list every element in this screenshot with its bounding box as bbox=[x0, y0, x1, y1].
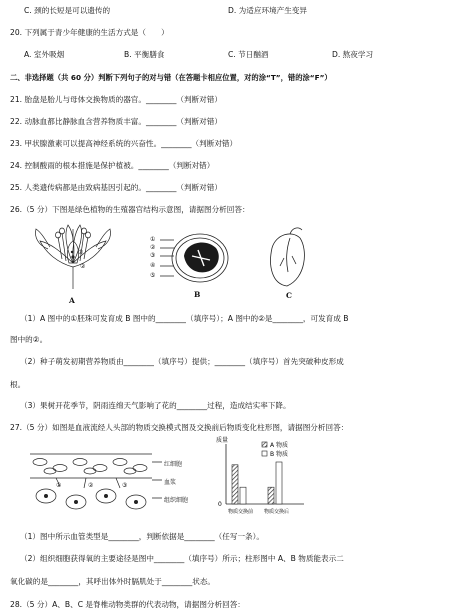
bar-b-1 bbox=[276, 462, 282, 504]
question-26-2: （2）种子萌发初期营养物质由________（填序号）提供；________（填序号）首先突破种皮形成 bbox=[20, 357, 344, 366]
option-20b: B. 平衡膳食 bbox=[124, 50, 165, 59]
question-26-2-cont: 根。 bbox=[10, 380, 26, 389]
question-26-1-cont: 图中的②。 bbox=[10, 335, 48, 344]
seed-diagram bbox=[140, 226, 240, 286]
option-19d: D. 为适应环境产生变异 bbox=[228, 6, 308, 15]
y-axis-title: 质量 bbox=[216, 437, 229, 444]
legend-swatch-0 bbox=[262, 442, 267, 447]
legend-label-1: B 物质 bbox=[270, 451, 289, 458]
mark-a-1: ① bbox=[78, 249, 84, 256]
capillary-diagram bbox=[26, 440, 196, 520]
bar-b-0 bbox=[240, 487, 246, 504]
legend-label-0: A 物质 bbox=[270, 442, 289, 449]
chart-canvas bbox=[212, 436, 308, 522]
option-20c: C. 节日酗酒 bbox=[228, 50, 269, 59]
flower-diagram bbox=[28, 219, 118, 294]
label-plasma: 血浆 bbox=[164, 479, 177, 486]
category-label: 物质交换后 bbox=[264, 509, 290, 515]
mark-b-2: ② bbox=[150, 244, 156, 251]
option-19c: C. 颈的长短是可以遗传的 bbox=[24, 6, 111, 15]
origin-label: 0 bbox=[218, 501, 222, 508]
option-20d: D. 熬夜学习 bbox=[332, 50, 374, 59]
label-red-cell: 红细胞 bbox=[164, 461, 183, 468]
question-27-2: （2）组织细胞获得氧的主要途径是图中________（填序号）所示；柱形图中 A、B 物质能表示二 bbox=[20, 554, 344, 563]
section-heading: 二、非选择题（共 60 分）判断下列句子的对与错（在答题卡相应位置，对的涂“T”，错的涂“F”） bbox=[10, 73, 332, 82]
question-27-2-cont: 氧化碳的是________，其呼出体外时膈肌处于________状态。 bbox=[10, 577, 216, 586]
figure-label-b: B bbox=[194, 290, 201, 299]
question-27-1: （1）图中所示血管类型是________，判断依据是________（任写一条）。 bbox=[20, 532, 265, 541]
category-label: 物质交换前 bbox=[228, 509, 254, 515]
figure-label-c: C bbox=[286, 291, 292, 300]
question-25: 25. 人类遗传病都是由致病基因引起的。________（判断对错） bbox=[10, 183, 222, 192]
question-22: 22. 动脉血都比静脉血含营养物质丰富。________（判断对错） bbox=[10, 117, 222, 126]
option-20a: A. 室外吸烟 bbox=[24, 50, 65, 59]
question-26-1: （1）A 图中的①胚珠可发育成 B 图中的________（填序号）；A 图中的②是________，可发育成 B bbox=[20, 314, 349, 323]
sprout-diagram bbox=[262, 226, 312, 288]
bar-a-0 bbox=[232, 465, 238, 504]
question-23: 23. 甲状腺激素可以提高神经系统的兴奋性。________（判断对错） bbox=[10, 139, 238, 148]
question-26: 26.（5 分）下图是绿色植物的生殖器官结构示意图，请据图分析回答： bbox=[10, 205, 250, 214]
figure-label-a: A bbox=[69, 296, 75, 305]
mark-2-1: ① bbox=[56, 482, 62, 489]
question-26-3: （3）果树开花季节，阴雨连绵天气影响了花的________过程，造成结实率下降。 bbox=[20, 401, 291, 410]
question-27: 27.（5 分）如图是血液流经人头部的物质交换模式图及交换前后物质变化柱形图，请据图分析回答： bbox=[10, 423, 349, 432]
mark-b-5: ⑤ bbox=[150, 272, 156, 279]
mark-2-2: ② bbox=[88, 482, 94, 489]
mark-2-3: ③ bbox=[122, 482, 128, 489]
question-21: 21. 胎盘是胎儿与母体交换物质的器官。________（判断对错） bbox=[10, 95, 222, 104]
mass-bar-chart bbox=[212, 436, 308, 522]
mark-b-4: ④ bbox=[150, 262, 156, 269]
question-24: 24. 控制酸雨的根本措施是保护植被。________（判断对错） bbox=[10, 161, 215, 170]
mark-a-2: ② bbox=[80, 263, 86, 270]
question-28: 28.（5 分）A、B、C 是脊椎动物类群的代表动物，请据图分析回答： bbox=[10, 600, 245, 609]
label-tissue-cell: 组织细胞 bbox=[164, 497, 189, 504]
mark-b-3: ③ bbox=[150, 252, 156, 259]
bar-a-1 bbox=[268, 487, 274, 504]
mark-b-1: ① bbox=[150, 236, 156, 243]
legend-swatch-1 bbox=[262, 451, 267, 456]
question-20: 20. 下列属于青少年健康的生活方式是（ ） bbox=[10, 28, 169, 37]
